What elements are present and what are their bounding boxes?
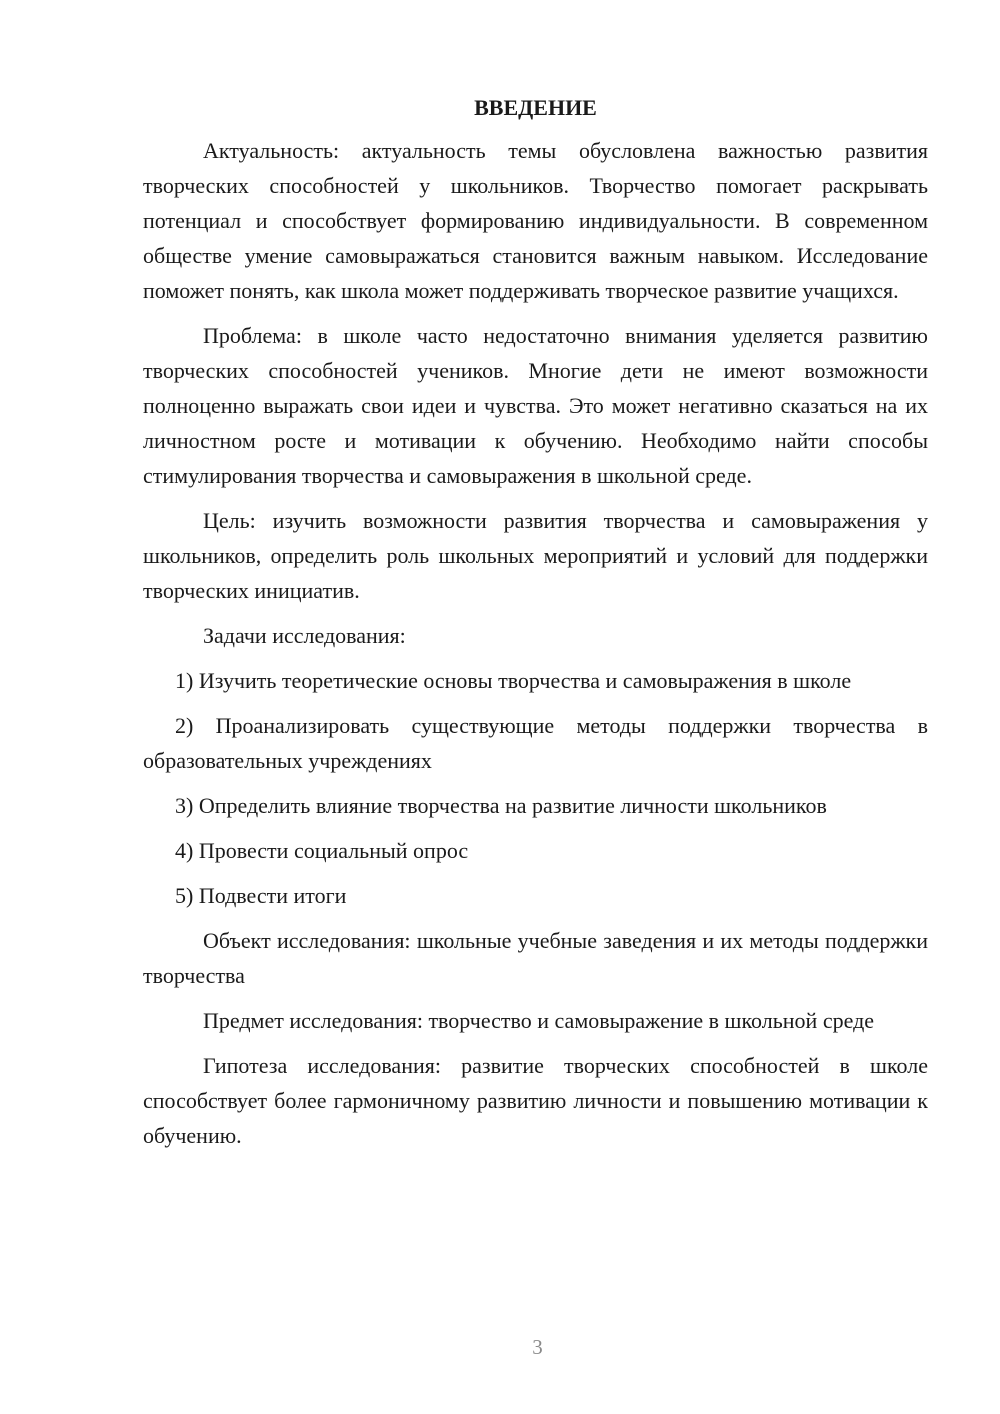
subject-paragraph: Предмет исследования: творчество и самовыражение в школьной среде: [203, 1008, 875, 1033]
page-title: ВВЕДЕНИЕ: [474, 95, 597, 120]
goal-paragraph: Цель: изучить возможности развития творчества и самовыражения у школьников, определить роль школьных мероприятий и условий для поддержки творческих инициатив.: [143, 508, 928, 603]
hypothesis-paragraph: Гипотеза исследования: развитие творческих способностей в школе способствует более гармоничному развитию личности и повышению мотивации к обучению.: [143, 1053, 928, 1148]
problem-paragraph: Проблема: в школе часто недостаточно внимания уделяется развитию творческих способностей учеников. Многие дети не имеют возможности полноценно выражать свои идеи и чувства. Это может негативно сказаться на их личностном росте и мотивации к обучению. Необходимо найти способы стимулирования творчества и самовыражения в школьной среде.: [143, 323, 928, 488]
task-item-3: 3) Определить влияние творчества на развитие личности школьников: [175, 793, 827, 818]
object-paragraph: Объект исследования: школьные учебные заведения и их методы поддержки творчества: [143, 928, 928, 988]
task-item-1: 1) Изучить теоретические основы творчества и самовыражения в школе: [175, 668, 852, 693]
page-number: 3: [532, 1335, 543, 1359]
relevance-paragraph: Актуальность: актуальность темы обусловлена важностью развития творческих способностей у школьников. Творчество помогает раскрывать потенциал и способствует формированию индивидуальности. В современном обществе умение самовыражаться становится важным навыком. Исследование поможет понять, как школа может поддерживать творческое развитие учащихся.: [143, 138, 928, 303]
task-item-2: 2) Проанализировать существующие методы поддержки творчества в образовательных учреждениях: [143, 713, 928, 773]
page-content: [143, 90, 928, 1163]
tasks-heading: Задачи исследования:: [203, 623, 406, 648]
task-item-5: 5) Подвести итоги: [175, 883, 347, 908]
task-item-4: 4) Провести социальный опрос: [175, 838, 469, 863]
